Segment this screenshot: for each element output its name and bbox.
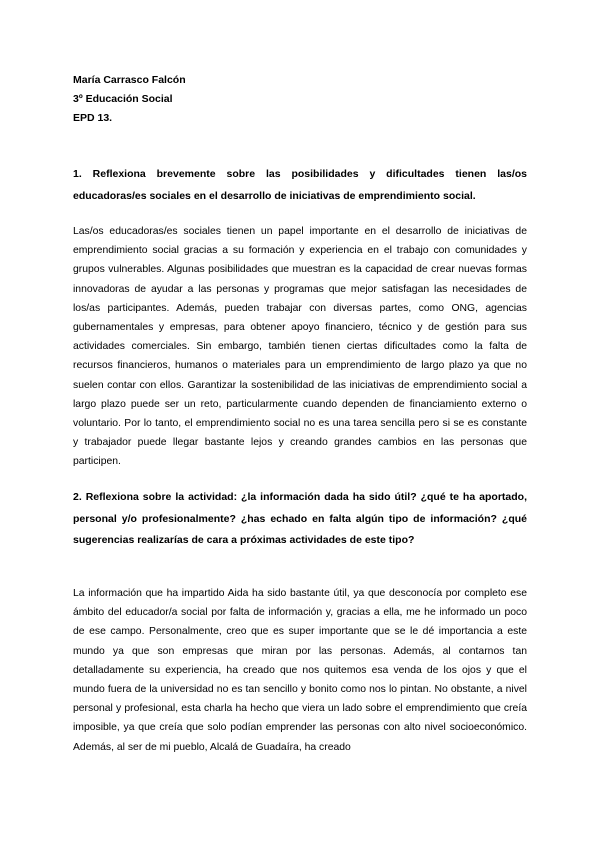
document-header — [73, 71, 186, 128]
question-2-heading: 2. Reflexiona sobre la actividad: ¿la información dada ha sido útil? ¿qué te ha aportado, personal y/o profesionalmente? ¿has echado en falta algún tipo de información? ¿qué sugerencias realizarías de cara a próximas actividades de este tipo? — [73, 491, 527, 546]
author-name: María Carrasco Falcón — [73, 74, 186, 86]
course-name: 3º Educación Social — [73, 93, 173, 105]
question-1-answer: Las/os educadoras/es sociales tienen un papel importante en el desarrollo de iniciativas de emprendimiento social gracias a su formación y experiencia en el trabajo con comunidades y grupos vulnerables. Algunas posibilidades que muestran es la capacidad de crear nuevas formas innovadoras de ayudar a las personas y programas que mejor satisfagan las necesidades de los/as participantes. Además, pueden trabajar con diversas partes, como ONG, agencias gubernamentales y empresas, para obtener apoyo financiero, técnico y de gestión para sus actividades comerciales. Sin embargo, también tienen ciertas dificultades como la falta de recursos financieros, humanos o materiales para un emprendimiento de largo plazo ya que no suelen contar con ellos. Garantizar la sostenibilidad de las iniciativas de emprendimiento social a largo plazo puede ser un reto, particularmente cuando dependen de financiamiento externo o voluntario. Por lo tanto, el emprendimiento social no es una tarea sencilla pero si se es constante y trabajador puede llegar bastante lejos y creando grandes cambios en las personas que participen. — [73, 226, 527, 468]
question-1-heading: 1. Reflexiona brevemente sobre las posibilidades y dificultades tienen las/os educadoras/es sociales en el desarrollo de iniciativas de emprendimiento social. — [73, 168, 527, 202]
assignment-title: EPD 13. — [73, 112, 113, 124]
question-2-answer: La información que ha impartido Aida ha sido bastante útil, ya que desconocía por completo ese ámbito del educador/a social por falta de información y, gracias a ella, me he informado un poco de ese campo. Personalmente, creo que es super importante que se le dé importancia a este mundo ya que son empresas que miran por las personas. Además, al contarnos tan detalladamente su experiencia, ha creado que nos quitemos esa venda de los ojos y que el mundo fuera de la universidad no es tan sencillo y bonito como nos lo pintan. No obstante, a nivel personal y profesional, esta charla ha hecho que viera un lado sobre el emprendimiento que creía imposible, ya que creía que solo podían emprender las personas con alto nivel socioeconómico. Además, al ser de mi pueblo, Alcalá de Guadaíra, ha creado — [73, 588, 527, 753]
